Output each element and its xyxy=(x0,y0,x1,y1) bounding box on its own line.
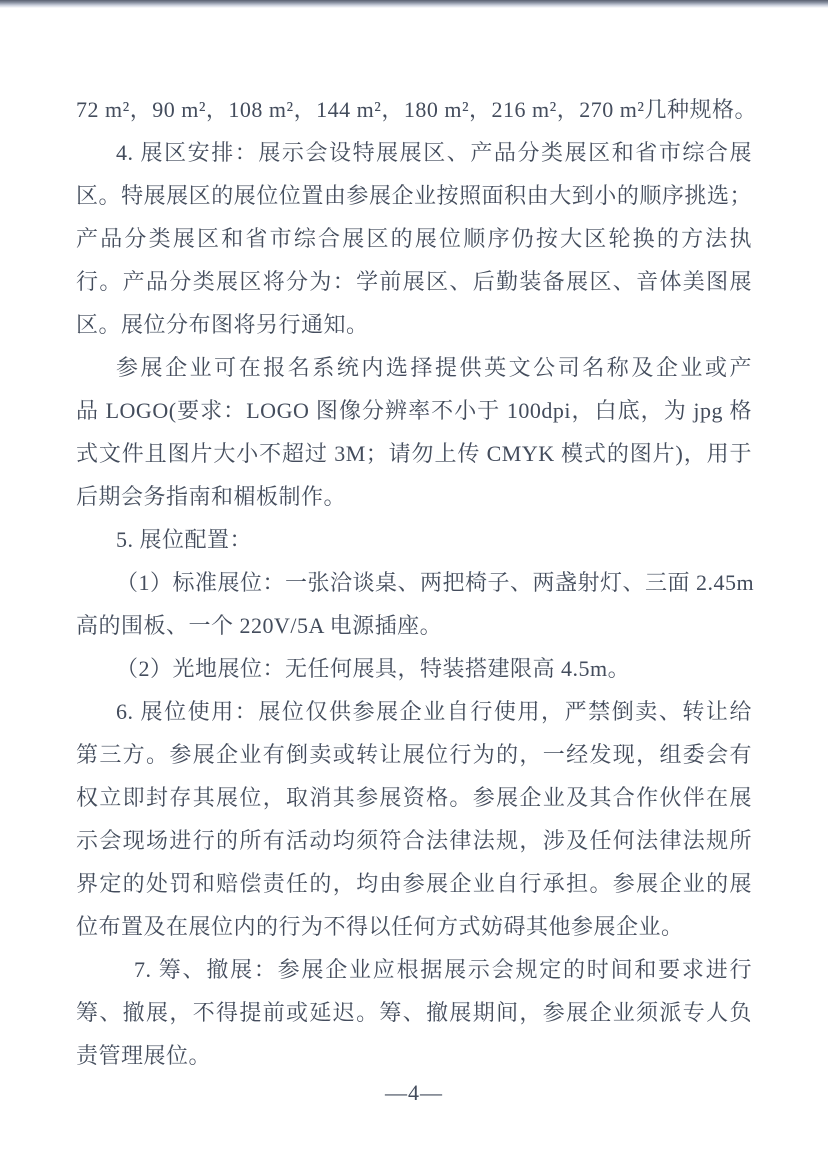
scan-edge-artifact xyxy=(0,0,828,8)
text-line: 筹、撤展，不得提前或延迟。筹、撤展期间，参展企业须派专人负 xyxy=(76,1000,752,1025)
text-line: 高的围板、一个 220V/5A 电源插座。 xyxy=(76,613,443,638)
text-line: 6. 展位使用：展位仅供参展企业自行使用，严禁倒卖、转让给 xyxy=(116,699,752,724)
document-body xyxy=(76,88,757,1077)
text-line: 后期会务指南和楣板制作。 xyxy=(76,484,347,509)
text-line: 参展企业可在报名系统内选择提供英文公司名称及企业或产 xyxy=(116,355,752,380)
text-line: 区。展位分布图将另行通知。 xyxy=(76,312,369,337)
text-line: 权立即封存其展位，取消其参展资格。参展企业及其合作伙伴在展 xyxy=(76,785,752,810)
text-line: 行。产品分类展区将分为：学前展区、后勤装备展区、音体美图展 xyxy=(76,269,752,294)
text-line: （2）光地展位：无任何展具，特装搭建限高 4.5m。 xyxy=(116,656,631,681)
text-line: 第三方。参展企业有倒卖或转让展位行为的，一经发现，组委会有 xyxy=(76,742,752,767)
text-line: 72 m²，90 m²，108 m²，144 m²，180 m²，216 m²，270 m²几种规格。 xyxy=(76,97,757,122)
text-line: 7. 筹、撤展：参展企业应根据展示会规定的时间和要求进行 xyxy=(134,957,752,982)
text-line: 式文件且图片大小不超过 3M；请勿上传 CMYK 模式的图片)，用于 xyxy=(76,441,752,466)
text-line: 责管理展位。 xyxy=(76,1043,212,1068)
text-line: 产品分类展区和省市综合展区的展位顺序仍按大区轮换的方法执 xyxy=(76,226,752,251)
text-line: 位布置及在展位内的行为不得以任何方式妨碍其他参展企业。 xyxy=(76,914,684,939)
text-line: 品 LOGO(要求：LOGO 图像分辨率不小于 100dpi，白底，为 jpg 格 xyxy=(76,398,752,423)
text-line: 区。特展展区的展位位置由参展企业按照面积由大到小的顺序挑选； xyxy=(76,183,752,208)
text-line: 界定的处罚和赔偿责任的，均由参展企业自行承担。参展企业的展 xyxy=(76,871,752,896)
text-line: 4. 展区安排：展示会设特展展区、产品分类展区和省市综合展 xyxy=(116,140,752,165)
text-line: 示会现场进行的所有活动均须符合法律法规，涉及任何法律法规所 xyxy=(76,828,752,853)
text-line: （1）标准展位：一张洽谈桌、两把椅子、两盏射灯、三面 2.45m xyxy=(116,570,755,595)
page-number: —4— xyxy=(385,1080,443,1105)
text-line: 5. 展位配置： xyxy=(116,527,253,552)
